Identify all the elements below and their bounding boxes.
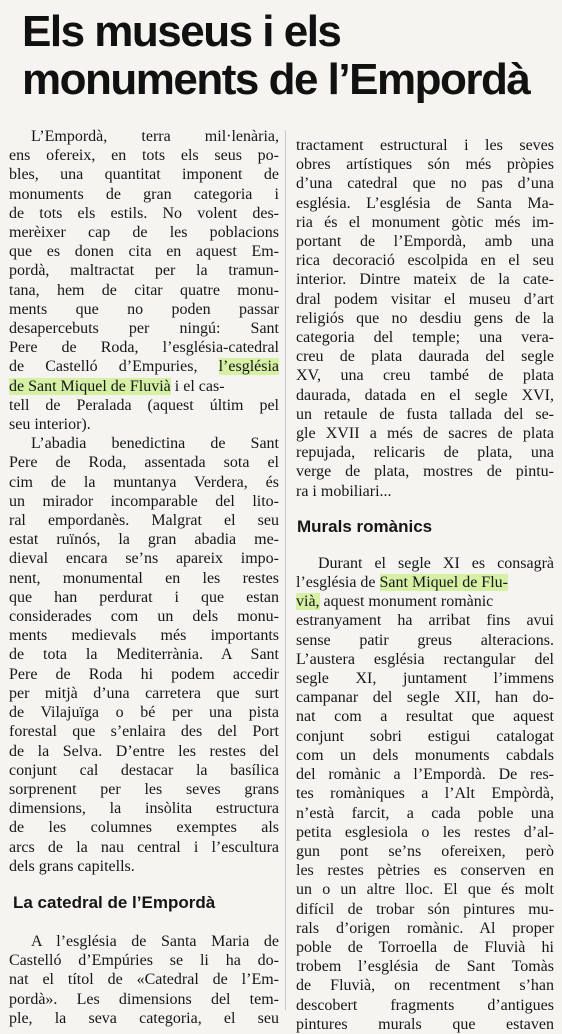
paragraph-santa-maria [296,136,554,501]
text-line [9,357,279,376]
text-line: L’abadia benedictina de Sant [31,435,279,453]
text-line: rica decoració escolpida en el seu [296,252,554,270]
text-line: Castelló d’Empúries se li ha do- [9,952,279,970]
text-line: cim de la muntanya Verdera, és [9,473,279,491]
text-line: conjunt sobri estigui catalogat [296,727,554,745]
text-line: de tots els estils. No volent des- [9,204,279,222]
text-line: estranyament ha arribat fins avui [296,612,554,630]
article-headline [22,8,552,104]
text-line: ens ofereix, en tots els seus po- [9,147,279,165]
left-column [9,127,279,1028]
text-line: campanar del segle XII, han do- [296,689,554,707]
text-line: ments que no poden passar [9,300,279,318]
text-line: dimensions, la insòlita estructura [9,800,279,818]
text-line: monuments de gran categoria i [9,185,279,203]
text-line: verge de plata, mostres de pintu- [296,463,554,481]
text-line: rals d’origen romànic. Al proper [296,919,554,937]
right-column [296,136,554,1034]
text-line: com un dels monuments cabdals [296,746,554,764]
text-line: poble de Torroella de Fluvià hi [296,938,554,956]
subheading-catedral: La catedral de l’Empordà [13,892,216,912]
text-line: un o un altre lloc. El que és molt [296,881,554,899]
text-fragment: i el cas- [170,377,225,395]
text-line: tell de Peralada (aquest últim pel [9,396,279,414]
text-line: ria és el monument gòtic més im- [296,213,554,231]
text-line: Pere de Roda, assentada sota el [9,454,279,472]
text-line: església. L’església de Santa Ma- [296,194,554,212]
column-divider [285,130,286,1010]
text-line [296,592,554,611]
text-line [9,377,279,396]
text-line: repujada, relicaris de plata, una [296,444,554,462]
text-line: que es donen cita en aquest Em- [9,243,279,261]
text-line [296,573,554,592]
text-line: les restes pètries es conserven en [296,862,554,880]
text-line: gle XVII a més de sacres de plata [296,425,554,443]
text-line: tes romàniques a l’Alt Empòrdà, [296,785,554,803]
text-line: seu interior). [9,416,91,434]
text-line: interior. Dintre mateix de la cate- [296,271,554,289]
text-line: conjunt cal destacar la basílica [9,761,279,779]
text-line: sense patir greus alteracions. [296,631,554,649]
text-fragment: de Castelló d’Empuries, [9,358,198,376]
text-line: desapercebuts per ningú: Sant [9,320,279,338]
subheading-murals: Murals romànics [297,516,433,536]
text-line: estat ruïnós, la gran abadia me- [9,531,279,549]
text-line: descobert fragments d’antigues [296,996,554,1014]
text-line: pordà». Les dimensions del tem- [9,990,279,1008]
text-line: ra i mobiliari... [296,482,392,500]
text-line: ments medievals més importants [9,627,279,645]
paragraph-intro [9,127,279,434]
text-fragment: aquest monument romànic [319,593,494,611]
paragraph-catedral [9,932,279,1028]
headline-line-2: monuments de l’Empordà [22,55,530,104]
text-line: trobem l’església de Sant Tomàs [296,958,554,976]
text-line: de Fluvià, on recentment s’han [296,977,554,995]
highlighted-text: vià, [296,593,320,611]
text-line: ral empordanès. Malgrat el seu [9,512,279,530]
text-fragment: l’església de [296,574,380,592]
text-line: tractament estructural i les seves [296,137,554,154]
text-line: del romànic a l’Empordà. De res- [296,766,554,784]
text-line: de tota la Mediterrània. A Sant [9,646,279,664]
highlighted-text: Sant Miquel de Flu- [379,574,508,592]
text-line: merèixer cap de les poblacions [9,224,279,242]
text-line: de les columnes exemptes als [9,819,279,837]
text-line: per mitjà d’una carretera que surt [9,684,279,702]
text-line: dral podem visitar el museu d’art [296,290,554,308]
text-line: d’una catedral que no pas d’una [296,175,554,193]
text-line: religiós que no desdiu gens de la [296,309,554,327]
text-line: L’austera església rectangular del [296,650,554,668]
text-line: dieval encara se’ns apareix impo- [9,550,279,568]
text-line: forestal que s’enlaira des del Port [9,723,279,741]
text-line: tana, hem de citar quatre monu- [9,281,279,299]
text-line: nent, monumental en les restes [9,569,279,587]
paragraph-sant-pere [9,434,279,876]
text-line: un retaule de fusta tallada del se- [296,405,554,423]
text-line: arcs de la nau central i l’escultura [9,838,279,856]
text-line: pordà, maltractat per la tramun- [9,262,279,280]
text-line: A l’església de Santa Maria de [31,932,279,950]
text-line: nat com a resultat que aquest [296,708,554,726]
text-line: segle XI, juntament l’immens [296,670,554,688]
text-line: considerades com un dels monu- [9,608,279,626]
text-line: obres artístiques són més pròpies [296,156,554,174]
paragraph-murals [296,554,554,1034]
text-line: n’està farcit, a cada poble una [296,804,554,822]
text-line: Pere de Roda hi podem accedir [9,665,279,683]
text-line: creu de plata daurada del segle [296,348,554,366]
text-line: bles, una quantitat imponent de [9,166,279,184]
highlighted-text: de Sant Miquel de Fluvià [9,377,171,395]
text-line: sorprenent per les seves grans [9,780,279,798]
text-line: difícil de trobar són pintures mu- [296,900,554,918]
text-line: que han perdurat i que estan [9,588,279,606]
text-line: L’Empordà, terra mil·lenària, [31,128,279,145]
text-line: dels grans capitells. [9,857,135,875]
text-line: portant de l’Empordà, amb una [296,233,554,251]
text-line: de la Selva. D’entre les restes del [9,742,279,760]
text-line: pintures murals que estaven [296,1015,554,1033]
text-line: daurada, datada en el segle XVI, [296,386,554,404]
text-line: nat el títol de «Catedral de l’Em- [9,971,279,989]
text-line: Pere de Roda, l’església-catedral [9,339,279,357]
headline-line-1: Els museus i els [22,7,341,56]
text-line: XV, una creu també de plata [296,367,554,385]
text-line: Durant el segle XI es consagrà [318,554,554,572]
text-line: ple, la seva categoria, el seu [9,1009,279,1027]
highlighted-text: l’església [218,358,279,376]
text-line: un mirador incomparable del lito- [9,492,279,510]
text-line: categoria del temple; una vera- [296,329,554,347]
text-line: gun pont se’ns ofereixen, però [296,842,554,860]
text-line: de Vilajuïga o bé per una pista [9,704,279,722]
text-line: petita esglesiola o les restes d’al- [296,823,554,841]
